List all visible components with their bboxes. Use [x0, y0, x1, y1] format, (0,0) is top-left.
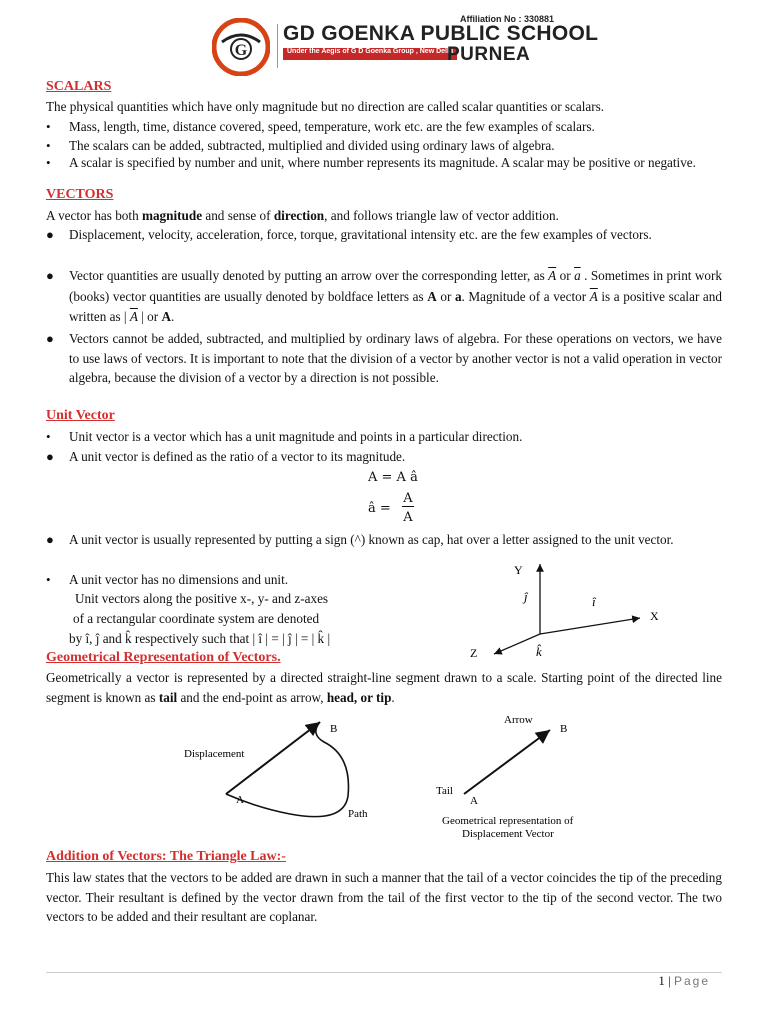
unit-vector-formula-2-denominator: A [403, 510, 413, 525]
scalars-intro: The physical quantities which have only magnitude but no direction are called scalar quantities or scalars. [46, 99, 605, 114]
unit-vector-bullet-text: A unit vector is usually represented by putting a sign (^) known as cap, hat over a letter assigned to the unit vector. [69, 532, 674, 547]
x-axis [540, 618, 640, 634]
figure-caption-line-1: Geometrical representation of [442, 815, 574, 827]
geometric-heading: Geometrical Representation of Vectors. [46, 650, 281, 665]
unit-vector-text: Unit vectors along the positive x-, y- and z-axes [75, 591, 329, 606]
addition-heading: Addition of Vectors: The Triangle Law:- [46, 849, 286, 864]
vectors-bullet: ● Vectors cannot be added, subtracted, and multiplied by ordinary laws of algebra. For these operations on vectors, we have to use laws of vectors. It is important to note that the division of a vector by another vector is not a valid operation in vector algebra, because the division of a vector by a direction is not possible. [46, 329, 722, 388]
logo-letter: G [234, 42, 248, 59]
vectors-bullet-text: Displacement, velocity, acceleration, force, torque, gravitational intensity etc. are the few examples of vectors. [69, 227, 652, 242]
i-hat-label: î [592, 594, 596, 609]
displacement-vector-figure [428, 710, 608, 845]
y-axis-label: Y [514, 563, 523, 577]
vector-arrow [464, 730, 550, 794]
vectors-heading: VECTORS [46, 187, 114, 202]
path-curve [226, 722, 349, 817]
school-logo [212, 18, 270, 76]
vectors-bullet: ● Displacement, velocity, acceleration, force, torque, gravitational intensity etc. are the few examples of vectors. [46, 225, 722, 245]
vectors-bullet-text: Vector quantities are usually denoted by putting an arrow over the corresponding letter, as $\overline{A}$ or $\overline{a}$ . Sometimes in print work (books) vector quantities are usually denoted by boldface letters as A or a. Magnitude of a vector $\overline{A}$ is a positive scalar and written as | $\overline{A}$ | or A. [69, 268, 722, 324]
unit-vector-formula-2-lhs: â = [368, 501, 391, 516]
point-b-label: B [560, 723, 568, 735]
displacement-path-figure [178, 716, 378, 826]
unit-vector-heading: Unit Vector [46, 408, 115, 423]
z-axis [494, 634, 540, 654]
point-a-label: A [236, 794, 244, 806]
tail-label: Tail [436, 785, 453, 797]
unit-vector-bullet: • Unit vector is a vector which has a unit magnitude and points in a particular direction. [46, 427, 722, 447]
k-hat-label: k̂ [536, 644, 542, 659]
j-hat-label: ĵ [524, 589, 528, 604]
scalars-bullet: • The scalars can be added, subtracted, multiplied and divided using ordinary laws of algebra. [46, 136, 722, 156]
point-a-label: A [470, 795, 478, 807]
vectors-intro: A vector has both magnitude and sense of direction, and follows triangle law of vector addition. [46, 208, 559, 223]
aegis-banner: Under the Aegis of G D Goenka Group , New Delhi [283, 48, 457, 60]
x-axis-label: X [650, 609, 659, 623]
unit-vector-bullet: ● A unit vector is usually represented by putting a sign (^) known as cap, hat over a letter assigned to the unit vector. [46, 530, 722, 550]
z-axis-label: Z [470, 646, 478, 660]
scalars-bullet-text: A scalar is specified by number and unit, where number represents its magnitude. A scalar may be positive or negative. [69, 155, 696, 170]
unit-vector-bullet-text: A unit vector has no dimensions and unit. [69, 572, 289, 587]
scalars-bullet-text: The scalars can be added, subtracted, multiplied and divided using ordinary laws of algebra. [69, 138, 555, 153]
page-number: 1 | Page [658, 973, 710, 988]
unit-vector-bullet-text: A unit vector is defined as the ratio of a vector to its magnitude. [69, 449, 406, 464]
figure-caption-line-2: Displacement Vector [462, 828, 554, 840]
unit-vector-bullet: • A unit vector has no dimensions and unit. [46, 570, 722, 590]
addition-paragraph: This law states that the vectors to be added are drawn in such a manner that the tail of a vector coincides the tip of the preceding vector. Their resultant is defined by the vector drawn from the tail of the first vector to the tip of the second vector. The two vectors to be added and their resultant are coplanar. [46, 870, 722, 924]
affiliation-number: Affiliation No : 330881 [459, 14, 554, 24]
unit-vector-formula-1: A = A â [368, 470, 418, 485]
point-b-label: B [330, 723, 338, 735]
unit-vector-text: of a rectangular coordinate system are denoted [73, 611, 320, 626]
arrow-label: Arrow [504, 714, 533, 726]
vectors-bullet-text: Vectors cannot be added, subtracted, and multiplied by ordinary laws of algebra. For these operations on vectors, we have to use laws of vectors. It is important to note that the division of a vector by another vector is not a valid operation in vector algebra, because the division of a vector by a direction is not possible. [69, 331, 722, 385]
geometric-paragraph: Geometrically a vector is represented by a directed straight-line segment drawn to a scale. Starting point of the directed line segment is known as tail and the end-point as arrow, head, or tip. [46, 670, 722, 705]
scalars-heading: SCALARS [46, 79, 112, 94]
unit-vector-formula-2-numerator: A [403, 491, 413, 506]
header-divider [277, 24, 278, 68]
unit-vector-axes-figure [460, 556, 690, 666]
school-city: PURNEA [447, 44, 531, 65]
unit-vector-bullet-text: Unit vector is a vector which has a unit magnitude and points in a particular direction. [69, 429, 523, 444]
school-name: GD GOENKA PUBLIC SCHOOL [283, 22, 599, 45]
path-label: Path [348, 808, 368, 820]
scalars-bullet: • Mass, length, time, distance covered, speed, temperature, work etc. are the few examples of scalars. [46, 117, 722, 137]
unit-vector-text: by î, ĵ and k̂ respectively such that | î | = | ĵ | = | k̂ | [69, 631, 331, 646]
scalars-bullet: • A scalar is specified by number and unit, where number represents its magnitude. A scalar may be positive or negative. [46, 155, 722, 170]
displacement-label: Displacement [184, 748, 245, 760]
unit-vector-bullet: ● A unit vector is defined as the ratio of a vector to its magnitude. [46, 447, 722, 467]
scalars-bullet-text: Mass, length, time, distance covered, speed, temperature, work etc. are the few examples of scalars. [69, 119, 595, 134]
vectors-bullet: ● Vector quantities are usually denoted by putting an arrow over the corresponding letter, as $\overline{A}$ or $\overline{a}$ . Sometimes in print work (books) vector quantities are usually denoted by boldface letters as A or a. Magnitude of a vector $\overline{A}$ is a positive scalar and written as | $\overline{A}$ | or A. [46, 266, 722, 328]
